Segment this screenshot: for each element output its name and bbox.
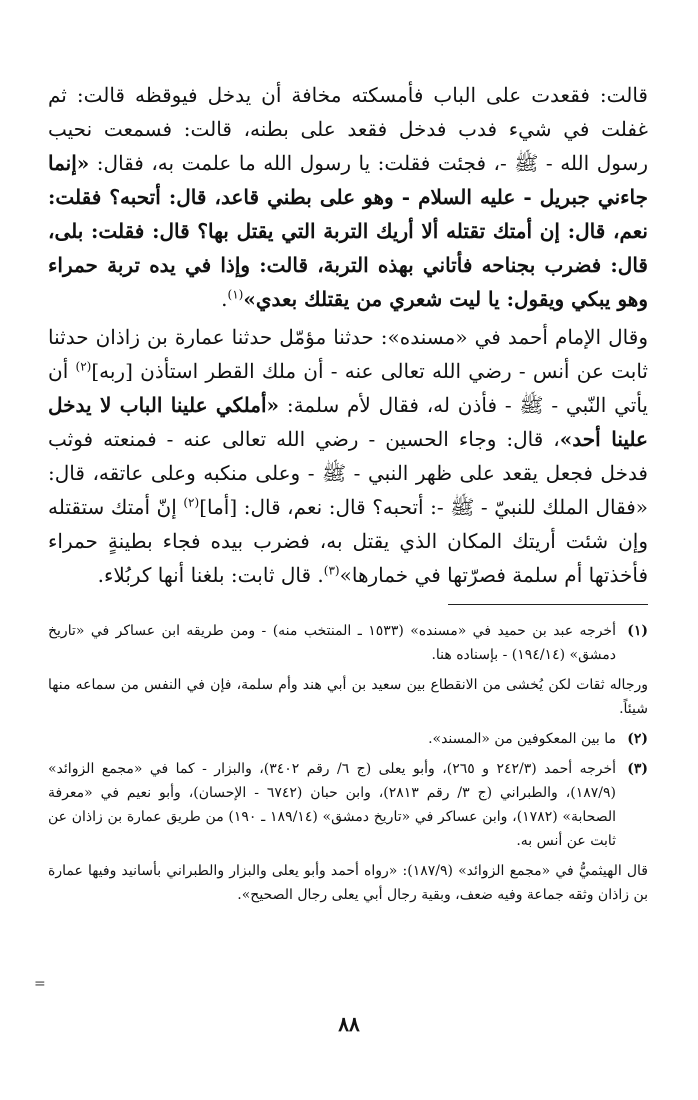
footnote-2-text: ما بين المعكوفين من «المسند». bbox=[428, 731, 616, 747]
footnote-1-number: (١) bbox=[627, 623, 648, 639]
footnotes bbox=[48, 619, 648, 907]
footnote-ref-2: (٢) bbox=[75, 359, 92, 374]
paragraph-1 bbox=[48, 78, 648, 316]
page-body bbox=[48, 78, 648, 913]
footnote-ref-3: (٣) bbox=[323, 563, 340, 578]
footnote-ref-2b: (٢) bbox=[183, 495, 200, 510]
page-number: ٨٨ bbox=[338, 1012, 360, 1036]
paragraph-2-text-e: . قال ثابت: بلغنا أنها كربُلاء. bbox=[97, 563, 324, 587]
margin-mark: = bbox=[34, 976, 46, 992]
footnote-3 bbox=[48, 757, 648, 853]
hadith-quote-2: «أملكي علينا الباب لا يدخل علينا أحد» bbox=[48, 393, 648, 451]
paragraph-2-text-c: ، قال: وجاء الحسين - رضي الله تعالى عنه - فمنعته فوثب فدخل فجعل يقعد على ظهر النبي - ﷺ - وعلى منكبه وعلى عاتقه، قال: «فقال الملك للنبيّ - ﷺ -: أتحبه؟ قال: نعم، قال: [أما] bbox=[48, 427, 649, 519]
footnote-3-text: أخرجه أحمد (٢٤٢/٣ و ٢٦٥)، وأبو يعلى (ج ٦/ رقم ٣٤٠٢)، والبزار - كما في «مجمع الزوائد» (١٨٧/٩)، والطبراني (ج ٣/ رقم ٢٨١٣)، وابن حبان (٦٧٤٢ - الإحسان)، وأبو نعيم في «معرفة الصحابة» (١٧٨٢)، وابن عساكر في «تاريخ دمشق» (١٨٩/١٤ ـ ١٩٠) من طريق عمارة بن زاذان عن ثابت عن أنس به. bbox=[48, 761, 616, 849]
paragraph-2-text-b: أن يأتي النّبي - ﷺ - فأذن له، فقال لأم سلمة: bbox=[48, 359, 648, 417]
paragraph-2-text-a: وقال الإمام أحمد في «مسنده»: حدثنا مؤمّل حدثنا عمارة بن زاذان حدثنا ثابت عن أنس - رضي الله تعالى عنه - أن ملك القطر استأذن [ربه] bbox=[48, 325, 648, 383]
paragraph-2-text-d: إنّ أمتك ستقتله وإن شئت أريتك المكان الذي يقتل به، فضرب بيده فجاء بطينةٍ حمراء فأخذتها أم سلمة فصرّتها في خمارها» bbox=[48, 495, 648, 587]
footnote-2-number: (٢) bbox=[627, 731, 648, 747]
hadith-quote-1: «إنما جاءني جبريل - عليه السلام - وهو على بطني قاعد، قال: أتحبه؟ فقلت: نعم، قال: إن أمتك تقتله ألا أريك التربة التي يقتل بها؟ قال: فقلت: بلى، قال: فضرب بجناحه فأتاني بهذه التربة، قالت: وإذا في يده تربة حمراء وهو يبكي ويقول: يا ليت شعري من يقتلك بعدي» bbox=[48, 151, 648, 311]
footnote-3-number: (٣) bbox=[627, 761, 648, 777]
paragraph-2 bbox=[48, 320, 648, 592]
paragraph-1-end: . bbox=[221, 287, 228, 311]
footnote-2 bbox=[48, 727, 648, 751]
footnote-1-text: أخرجه عبد بن حميد في «مسنده» (١٥٣٣ ـ المنتخب منه) - ومن طريقه ابن عساكر في «تاريخ دمشق» (١٩٤/١٤) - بإسناده هنا. bbox=[48, 623, 616, 663]
footnote-divider bbox=[448, 604, 648, 605]
footnote-3-continuation: قال الهيثميُّ في «مجمع الزوائد» (١٨٧/٩): «رواه أحمد وأبو يعلى والبزار والطبراني بأسانيد وفيها عمارة بن زاذان وثقه جماعة وفيه ضعف، وبقية رجال أبي يعلى رجال الصحيح». bbox=[48, 863, 648, 903]
footnote-1 bbox=[48, 619, 648, 667]
paragraph-1-text: قالت: فقعدت على الباب فأمسكته مخافة أن يدخل فيوقظه قالت: ثم غفلت في شيء فدب فدخل فقعد على بطنه، قالت: فسمعت نحيب رسول الله - ﷺ -، فجئت فقلت: يا رسول الله ما علمت به، فقال: bbox=[48, 83, 648, 175]
footnote-ref-1: (١) bbox=[227, 287, 244, 302]
footnote-1-continuation: ورجاله ثقات لكن يُخشى من الانقطاع بين سعيد بن أبي هند وأم سلمة، فإن في النفس من سماعه منها شيئاً. bbox=[48, 677, 648, 717]
